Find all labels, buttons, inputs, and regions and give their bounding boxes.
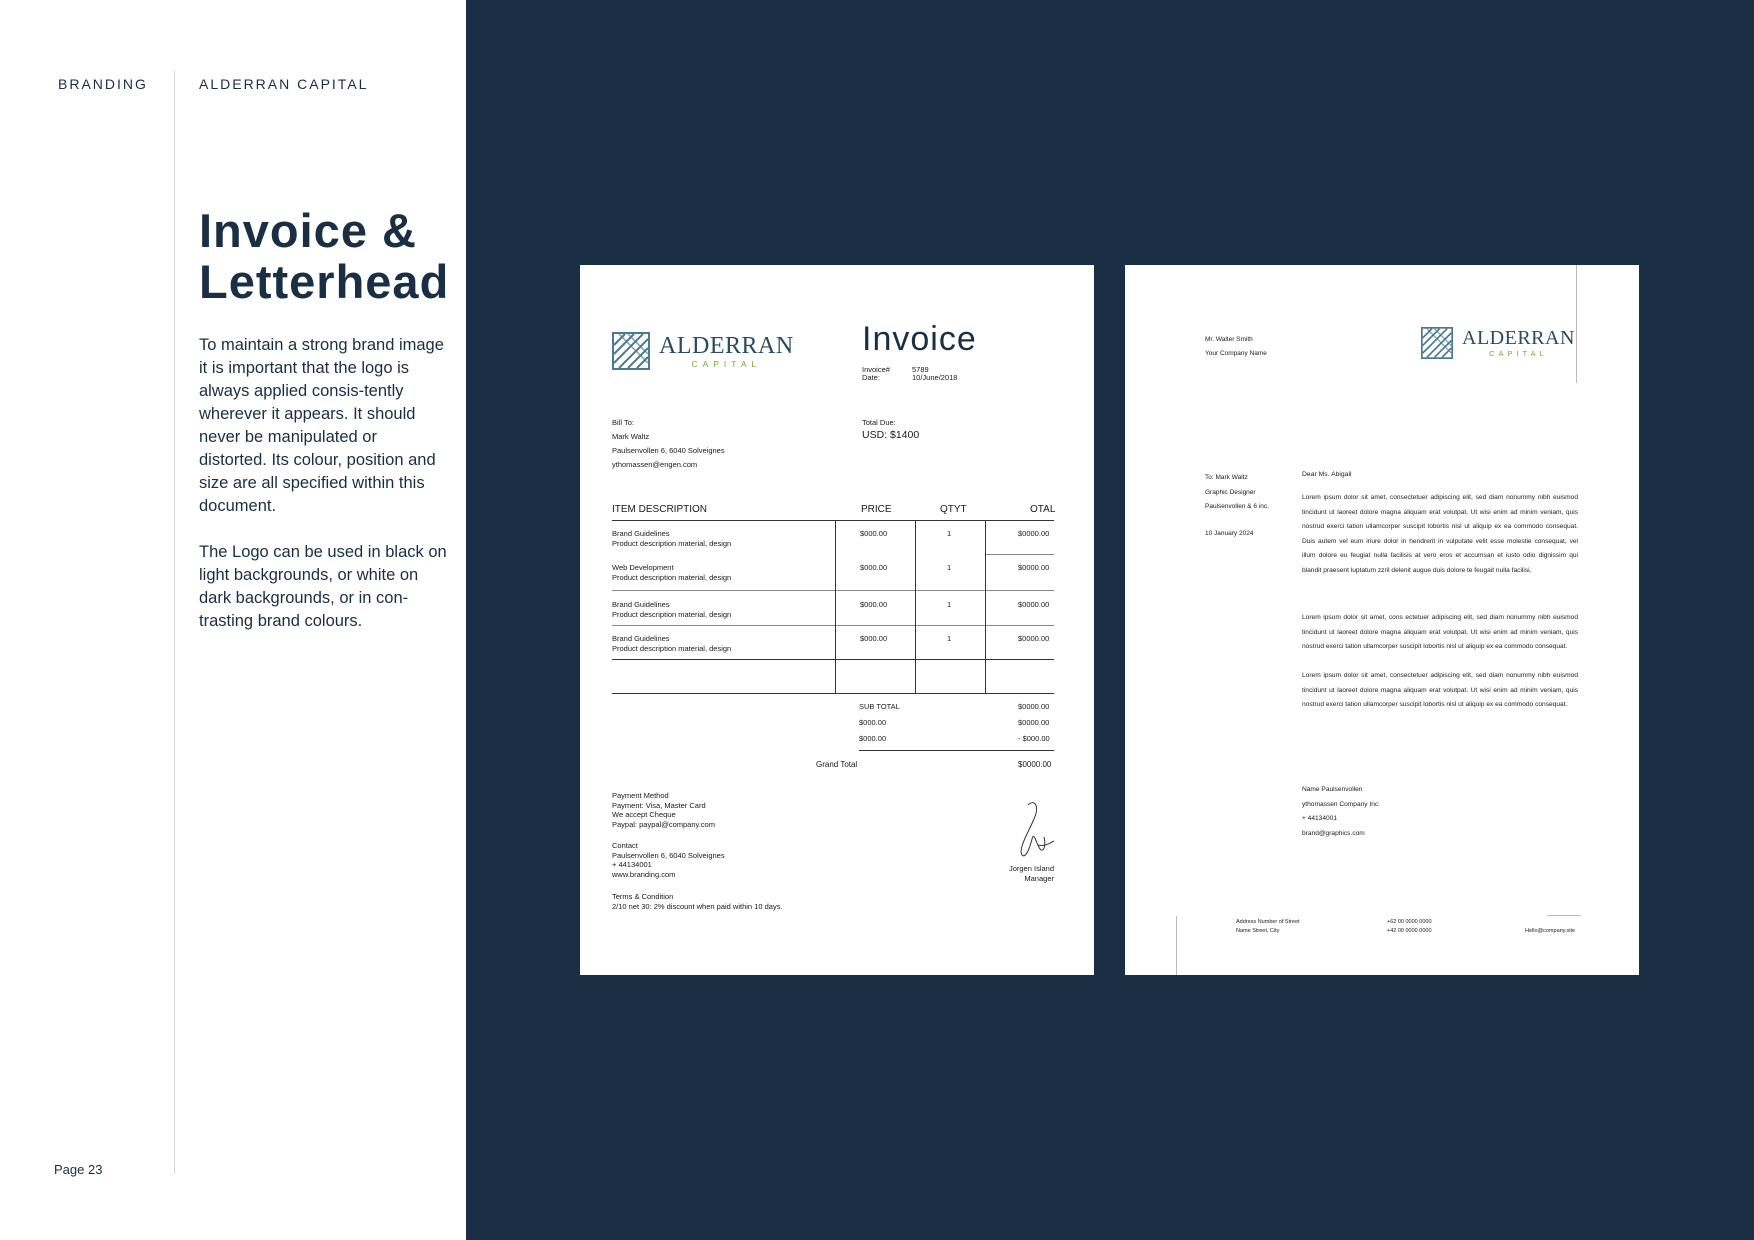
- contact-line: www.branding.com: [612, 869, 676, 879]
- invoice-title: Invoice: [862, 320, 977, 358]
- subtotal-label: SUB TOTAL: [859, 702, 900, 711]
- sender-block: [1205, 333, 1267, 361]
- section-label: BRANDING: [58, 76, 148, 92]
- table-header-rule: [612, 520, 1054, 521]
- payment-line: Paypal: paypal@company.com: [612, 819, 715, 829]
- payment-block: [612, 791, 715, 829]
- logo-name: ALDERRAN: [659, 332, 794, 359]
- footer-address-line: Name Street, City: [1236, 928, 1280, 934]
- footer-phone: +62 00 0000 0000: [1387, 919, 1432, 925]
- signer-block: [1009, 864, 1054, 883]
- page-number: Page 23: [54, 1162, 103, 1177]
- grand-total-value: $0000.00: [1018, 760, 1052, 769]
- recipient-block: [1205, 471, 1269, 515]
- extra-line-1-label: $000.00: [859, 718, 887, 727]
- item-name: Web Development: [612, 563, 674, 572]
- footer-phones: [1387, 918, 1432, 936]
- invoice-date-label: Date:: [862, 373, 880, 382]
- extra-line-2-label: $000.00: [859, 734, 887, 743]
- logo-usage-paragraph: The Logo can be used in black on light backgrounds, or white on dark backgrounds, or in con-trasting brand colours.: [199, 543, 447, 630]
- logo-mark-icon: [612, 332, 650, 370]
- letterhead-sheet: [1125, 265, 1639, 975]
- letter-footer-rule: [1176, 916, 1177, 975]
- recipient-title: Graphic Designer: [1205, 488, 1256, 496]
- invoice-date: 10/June/2018: [912, 373, 958, 382]
- letter-top-rule: [1576, 265, 1577, 383]
- contact-label: Contact: [612, 841, 638, 850]
- grand-total-rule: [859, 750, 1054, 751]
- title-line-2: Letterhead: [199, 255, 450, 308]
- page-title: [199, 205, 449, 307]
- subtotal-value: $0000.00: [1018, 702, 1050, 711]
- bill-to-address: Paulsenvollen 6, 6040 Solveignes: [612, 446, 725, 455]
- total-due-label: Total Due:: [862, 418, 896, 427]
- table-rule: [612, 590, 1054, 591]
- column-item: ITEM DESCRIPTION: [612, 504, 708, 515]
- extra-line-2-value: - $000.00: [1018, 734, 1050, 743]
- payment-line: We accept Cheque: [612, 810, 676, 819]
- table-bottom-rule: [612, 693, 1054, 694]
- item-desc: Product description material, design: [612, 572, 732, 582]
- bill-to-name: Mark Waltz: [612, 432, 650, 441]
- item-desc: Product description material, design: [612, 609, 732, 619]
- table-rule: [612, 659, 1054, 660]
- footer-phone: +42 00 0000 0000: [1387, 928, 1432, 934]
- left-panel: [0, 0, 466, 1240]
- table-rule: [612, 625, 1054, 626]
- logo-sub: CAPITAL: [1489, 348, 1548, 358]
- recipient-company: Paulsenvollen & 6 inc.: [1205, 503, 1269, 510]
- letter-date: 10 January 2024: [1205, 530, 1254, 537]
- invoice-number: 5789: [912, 365, 929, 374]
- letter-signature-block: [1302, 783, 1380, 841]
- item-total: $0000.00: [1018, 634, 1050, 643]
- contact-block: [612, 841, 725, 879]
- item-name: Brand Guidelines: [612, 634, 670, 643]
- terms-block: [612, 892, 783, 911]
- salutation: Dear Ms. Abigail: [1302, 471, 1352, 478]
- item-desc: Product description material, design: [612, 643, 732, 653]
- table-divider: [915, 520, 916, 693]
- column-qty: QTYT: [940, 504, 967, 515]
- letter-paragraph: Lorem ipsum dolor sit amet, consectetuer adipiscing elit, sed diam nonummy nibh euismod tincidunt ut laoreet dolore magna aliquam erat volutpat. Ut wisi enim ad minim veniam, quis nostrud exerci tation ullamcorper suscipit lobortis nisl ut aliquip ex ea commodo consequat. Duis autem vel eum iriure dolor in hendrerit in vulputate velit esse molestie consequat, vel illum dolore eu feugiat nulla facilisis at vero eros et accumsan et iusto odio dignissim qui blandit praesent luptatum zzril delenit augue duis dolore te feugait nulla facilisi.: [1302, 494, 1578, 574]
- logo-sub: CAPITAL: [691, 358, 762, 369]
- column-price: PRICE: [861, 504, 892, 515]
- total-due-value: USD: $1400: [862, 429, 920, 441]
- item-price: $000.00: [860, 529, 888, 538]
- footer-address: [1236, 918, 1300, 936]
- signature-icon: [1010, 797, 1060, 862]
- letter-paragraph: Lorem ipsum dolor sit amet, cons ectetuer adipiscing elit, sed diam nonummy nibh euismod tincidunt ut laoreet dolore magna aliquam erat volutpat. Ut wisi enim ad minim veniam, quis nostrud exerci tation ullamcorper suscipit lobortis nisl ut aliquip ex ea commodo consequat.: [1302, 614, 1578, 650]
- table-rule: [985, 554, 1054, 555]
- letter-footer-rule: [1547, 915, 1581, 916]
- invoice-logo: [612, 332, 794, 370]
- item-total: $0000.00: [1018, 600, 1050, 609]
- contact-line: Paulsenvollen 6, 6040 Solveignes: [612, 850, 725, 860]
- table-divider: [985, 520, 986, 693]
- recipient-name: To: Mark Waltz: [1205, 474, 1248, 481]
- item-price: $000.00: [860, 563, 888, 572]
- item-qty: 1: [947, 634, 952, 643]
- sender-name: Mr. Walter Smith: [1205, 336, 1253, 343]
- table-row: [612, 563, 731, 582]
- signature-company: ythomassen Company Inc.: [1302, 800, 1381, 808]
- item-total: $0000.00: [1018, 529, 1050, 538]
- signer-name: Jorgen Island: [1008, 864, 1054, 873]
- logo-mark-icon: [1421, 327, 1453, 359]
- bill-to-email: ythomassen@engen.com: [612, 460, 698, 469]
- item-total: $0000.00: [1018, 563, 1050, 572]
- intro-paragraph: To maintain a strong brand image it is important that the logo is always applied consis-tently wherever it appears. It should never be manipulated or distorted. Its colour, position and size are all specified within this document.: [199, 336, 444, 515]
- item-name: Brand Guidelines: [612, 600, 670, 609]
- extra-line-1-value: $0000.00: [1018, 718, 1050, 727]
- table-row: [612, 634, 731, 653]
- table-row: [612, 600, 731, 619]
- footer-email: Hello@company.site: [1525, 928, 1576, 934]
- item-desc: Product description material, design: [612, 538, 732, 548]
- terms-label: Terms & Condition: [612, 892, 674, 901]
- item-qty: 1: [947, 600, 952, 609]
- terms-text: 2/10 net 30: 2% discount when paid within 10 days.: [612, 901, 783, 911]
- invoice-sheet: [580, 265, 1094, 975]
- title-line-1: Invoice &: [199, 204, 417, 257]
- letter-logo: [1421, 327, 1575, 359]
- table-row: [612, 529, 731, 548]
- signer-title: Manager: [1024, 873, 1054, 883]
- invoice-number-label: Invoice#: [862, 365, 890, 374]
- vertical-divider: [174, 70, 175, 1174]
- bill-to-label: Bill To:: [612, 418, 634, 427]
- mockup-panel: [466, 0, 1754, 1240]
- logo-name: ALDERRAN: [1462, 326, 1575, 349]
- payment-line: Payment: Visa, Master Card: [612, 800, 706, 810]
- signature-name: Name Paulsenvollen: [1302, 786, 1363, 793]
- item-qty: 1: [947, 529, 952, 538]
- table-divider: [835, 520, 836, 693]
- item-price: $000.00: [860, 600, 888, 609]
- signature-phone: + 44134001: [1302, 815, 1338, 822]
- sender-company: Your Company Name: [1205, 350, 1267, 357]
- contact-line: + 44134001: [612, 860, 652, 869]
- signature-email: brand@graphics.com: [1302, 829, 1365, 837]
- grand-total-label: Grand Total: [816, 760, 858, 769]
- item-qty: 1: [947, 563, 952, 572]
- footer-address-line: Address Number of Street: [1236, 919, 1300, 925]
- letter-paragraph: Lorem ipsum dolor sit amet, consectetuer adipiscing elit, sed diam nonummy nibh euismod tincidunt ut laoreet dolore magna aliquam erat volutpat. Ut wisi enim ad minim veniam, quis nostrud exerci tation ullamcorper suscipit lobortis nisl ut aliquip ex ea commodo consequat.: [1302, 672, 1578, 708]
- subsection-label: ALDERRAN CAPITAL: [199, 76, 369, 92]
- item-price: $000.00: [860, 634, 888, 643]
- payment-label: Payment Method: [612, 791, 669, 800]
- item-name: Brand Guidelines: [612, 529, 670, 538]
- column-total: OTAL: [1030, 504, 1056, 515]
